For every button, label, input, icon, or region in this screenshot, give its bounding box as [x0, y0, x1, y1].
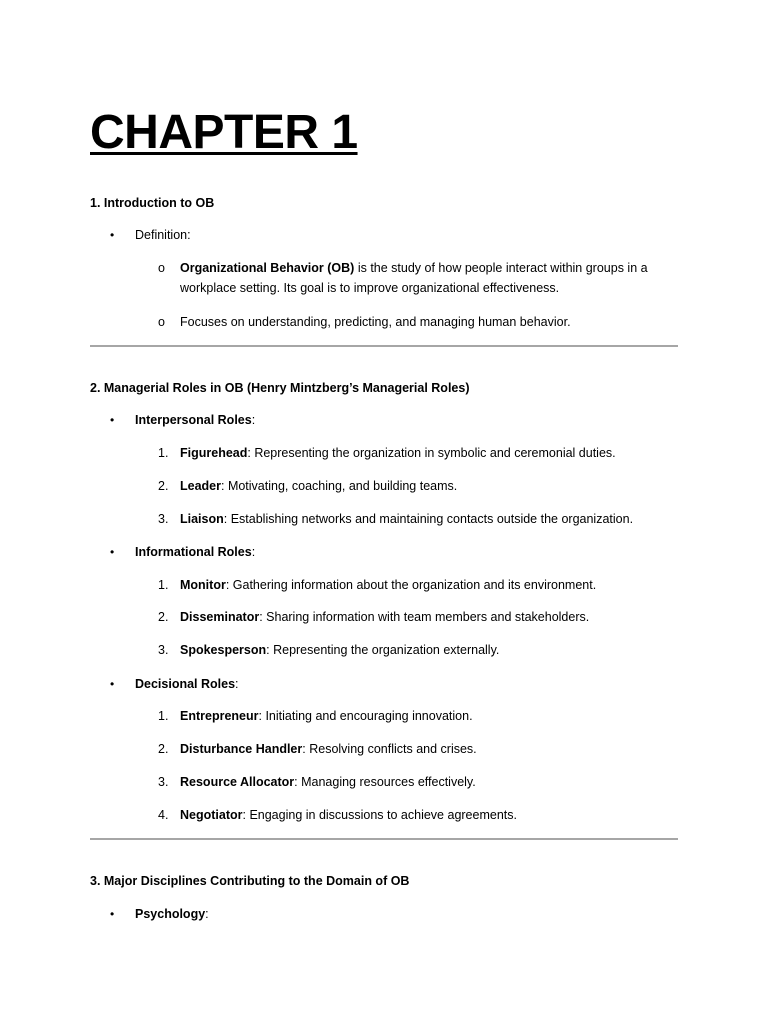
role-item-disturbance-handler: 2. Disturbance Handler: Resolving conflicts and crises.	[158, 742, 477, 756]
discipline-label: Psychology	[135, 907, 206, 921]
role-item-figurehead: 1. Figurehead: Representing the organization in symbolic and ceremonial duties.	[158, 446, 616, 460]
bullet-marker: •	[110, 907, 115, 921]
role-group-label: Informational Roles	[135, 545, 252, 559]
role-item-monitor: 1. Monitor: Gathering information about the organization and its environment.	[158, 578, 597, 592]
section-3-heading: 3. Major Disciplines Contributing to the Domain of OB	[90, 874, 410, 888]
section-divider	[90, 838, 678, 840]
role-group-label: Decisional Roles	[135, 677, 236, 691]
role-group-decisional: • Decisional Roles:	[110, 677, 239, 691]
role-item-disseminator: 2. Disseminator: Sharing information with team members and stakeholders.	[158, 610, 590, 624]
role-item-entrepreneur: 1. Entrepreneur: Initiating and encouraging innovation.	[158, 709, 473, 723]
role-group-informational: • Informational Roles:	[110, 545, 256, 559]
definition-item-ob	[158, 258, 658, 298]
ob-term: Organizational Behavior (OB)	[180, 261, 355, 275]
role-item-spokesperson: 3. Spokesperson: Representing the organization externally.	[158, 643, 500, 657]
definition-item-text	[180, 258, 658, 298]
definition-label: Definition:	[135, 228, 191, 242]
bullet-marker: •	[110, 228, 115, 242]
role-group-interpersonal: • Interpersonal Roles:	[110, 413, 256, 427]
bullet-marker: •	[110, 413, 115, 427]
bullet-marker: •	[110, 545, 115, 559]
role-item-liaison: 3. Liaison: Establishing networks and maintaining contacts outside the organization.	[158, 512, 634, 526]
role-item-resource-allocator: 3. Resource Allocator: Managing resources effectively.	[158, 775, 476, 789]
ob-description: is the study of how people interact within groups in a workplace setting. Its goal is to improve organizational effectiveness.	[180, 261, 648, 295]
section-2-heading: 2. Managerial Roles in OB (Henry Mintzberg’s Managerial Roles)	[90, 381, 470, 395]
role-item-negotiator: 4. Negotiator: Engaging in discussions to achieve agreements.	[158, 808, 517, 822]
role-item-leader: 2. Leader: Motivating, coaching, and building teams.	[158, 479, 458, 493]
section-1-heading: 1. Introduction to OB	[90, 196, 215, 210]
section-divider	[90, 345, 678, 347]
discipline-psychology: • Psychology:	[110, 907, 209, 921]
chapter-title: CHAPTER 1	[90, 106, 358, 159]
definition-bullet	[110, 226, 670, 244]
focus-description: Focuses on understanding, predicting, and managing human behavior.	[180, 315, 571, 329]
definition-item-focus	[158, 312, 658, 332]
bullet-marker: •	[110, 677, 115, 691]
role-group-label: Interpersonal Roles	[135, 413, 252, 427]
sub-bullet-marker: o	[158, 315, 165, 329]
sub-bullet-marker: o	[158, 261, 165, 275]
